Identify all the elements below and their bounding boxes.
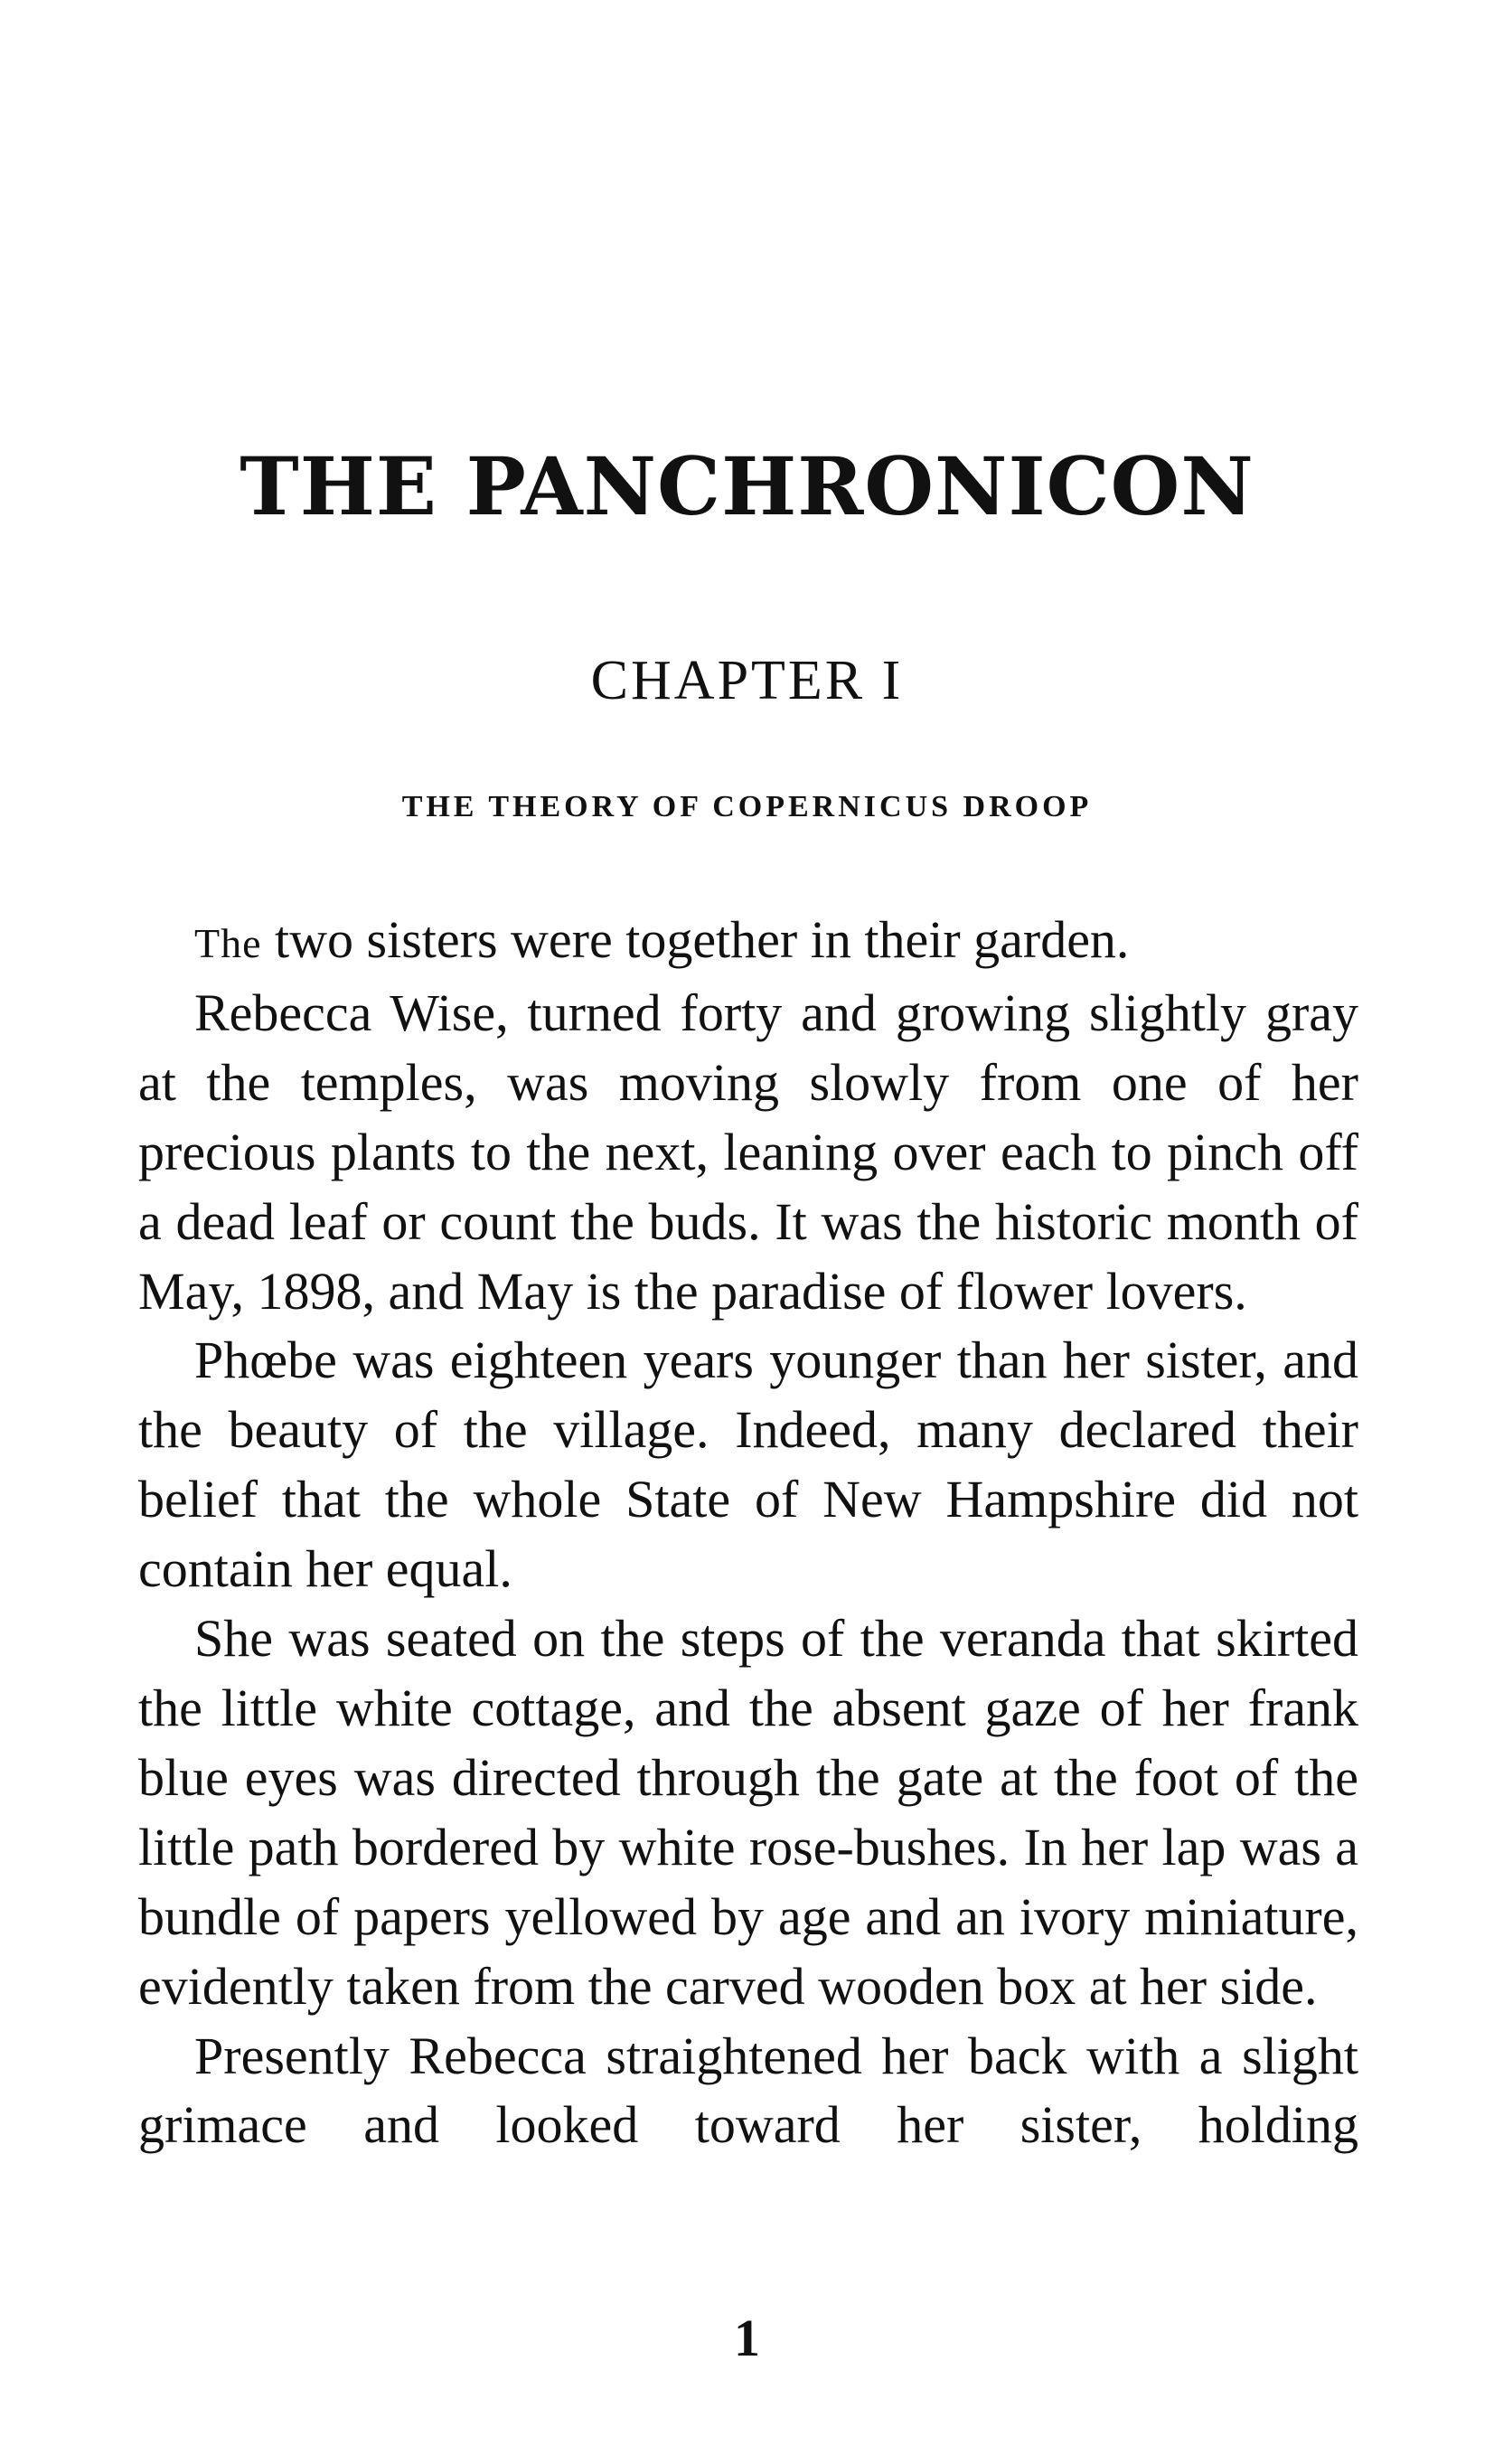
paragraph	[138, 906, 1358, 979]
chapter-title: THE THEORY OF COPERNICUS DROOP	[401, 790, 1093, 823]
paragraph: Rebecca Wise, turned forty and growing slightly gray at the temples, was moving slowly from one of her precious plants to the next, leaning over each to pinch off a dead leaf or count the buds. It was the historic month of May, 1898, and May is the paradise of flower lovers.	[138, 983, 1358, 1321]
body-text	[138, 906, 1358, 2160]
book-title: THE PANCHRONICON	[240, 439, 1254, 533]
page-number: 1	[734, 2309, 760, 2367]
paragraph: Presently Rebecca straightened her back with a slight grimace and looked toward her sister, holding	[138, 2026, 1358, 2155]
small-caps-lead: The	[194, 920, 262, 966]
paragraph: Phœbe was eighteen years younger than her sister, and the beauty of the village. Indeed, many declared their belief that the whole State of New Hampshire did not contain her equal.	[138, 1331, 1358, 1599]
chapter-heading: CHAPTER I	[590, 650, 904, 711]
paragraph-text: two sisters were together in their garden.	[261, 910, 1130, 969]
paragraph: She was seated on the steps of the veranda that skirted the little white cottage, and the absent gaze of her frank blue eyes was directed through the gate at the foot of the little path bordered by white rose-bushes. In her lap was a bundle of papers yellowed by age and an ivory miniature, evidently taken from the carved wooden box at her side.	[138, 1609, 1358, 2016]
